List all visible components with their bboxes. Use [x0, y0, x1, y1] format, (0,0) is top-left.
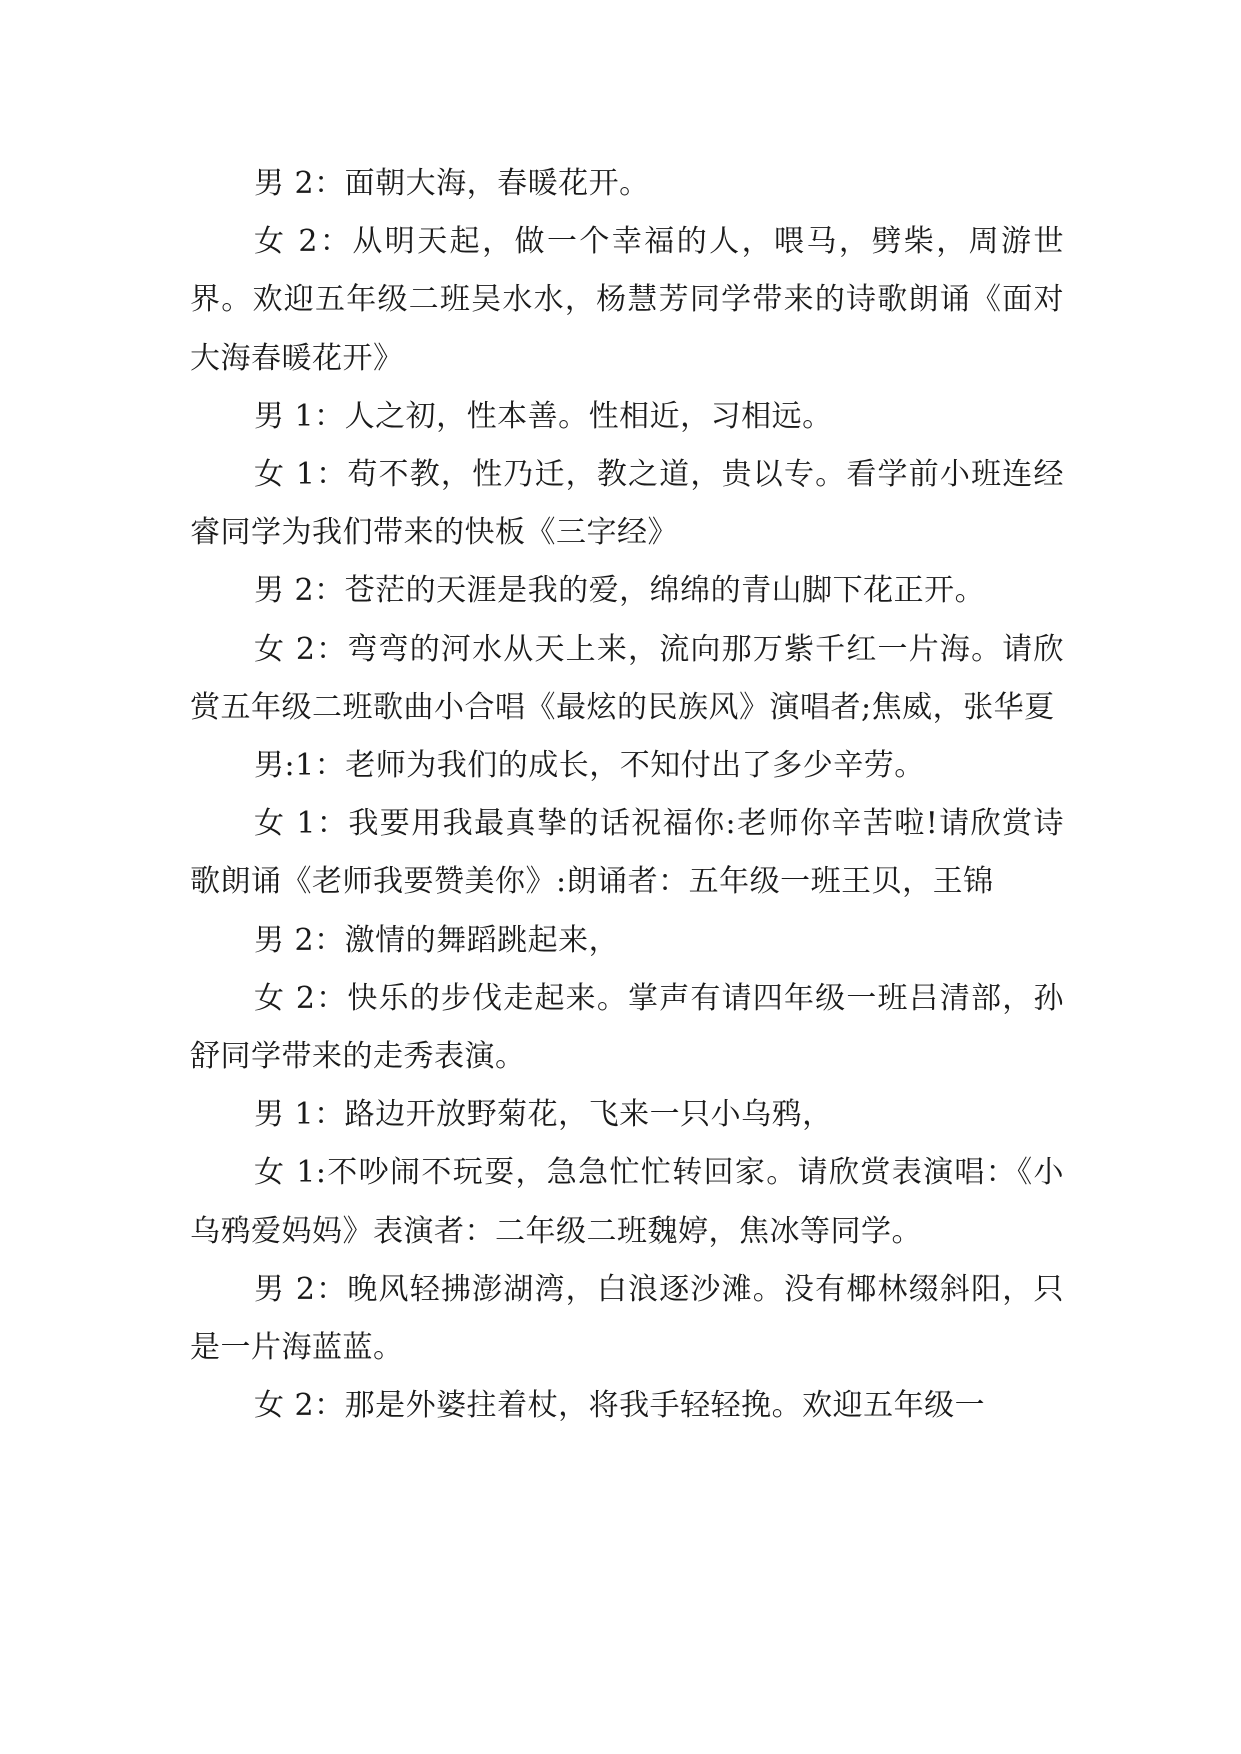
paragraph: 女 2：快乐的步伐走起来。掌声有请四年级一班吕清部，孙舒同学带来的走秀表演。	[190, 980, 1064, 1075]
document-body	[190, 155, 1064, 1435]
paragraph: 女 2：弯弯的河水从天上来，流向那万紫千红一片海。请欣赏五年级二班歌曲小合唱《最炫的民族风》演唱者;焦威，张华夏	[190, 631, 1064, 725]
paragraph: 男 2：苍茫的天涯是我的爱，绵绵的青山脚下花正开。	[254, 573, 986, 609]
paragraph: 男 2：激情的舞蹈跳起来，	[254, 922, 620, 958]
paragraph: 男 2：面朝大海，春暖花开。	[254, 166, 650, 201]
paragraph: 男 2：晚风轻拂澎湖湾，白浪逐沙滩。没有椰林缀斜阳，只是一片海蓝蓝。	[190, 1271, 1064, 1366]
paragraph: 女 2：那是外婆拄着杖，将我手轻轻挽。欢迎五年级一	[254, 1388, 986, 1424]
paragraph: 女 1：苟不教，性乃迁，教之道，贵以专。看学前小班连经睿同学为我们带来的快板《三字经》	[190, 457, 1064, 551]
paragraph: 男 1：路边开放野菊花，飞来一只小乌鸦，	[254, 1097, 833, 1133]
paragraph: 女 2：从明天起，做一个幸福的人，喂马，劈柴，周游世界。欢迎五年级二班吴水水，杨慧芳同学带来的诗歌朗诵《面对大海春暖花开》	[190, 224, 1064, 376]
paragraph: 女 1：我要用我最真挚的话祝福你:老师你辛苦啦!请欣赏诗歌朗诵《老师我要赞美你》:朗诵者：五年级一班王贝，王锦	[190, 806, 1064, 900]
paragraph: 男 1：人之初，性本善。性相近，习相远。	[254, 398, 833, 434]
paragraph: 男:1：老师为我们的成长，不知付出了多少辛劳。	[254, 748, 925, 784]
paragraph: 女 1:不吵闹不玩耍，急急忙忙转回家。请欣赏表演唱：《小乌鸦爱妈妈》表演者：二年级二班魏婷，焦冰等同学。	[190, 1155, 1064, 1249]
